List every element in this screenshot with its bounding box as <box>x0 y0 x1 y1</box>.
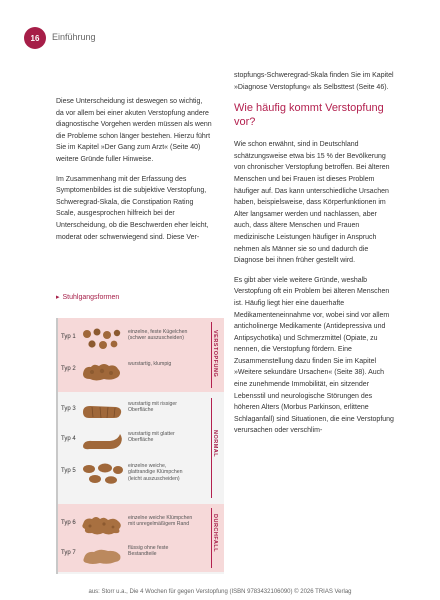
type-desc: wurstartig mit glatter Oberfläche <box>128 431 175 444</box>
type-row-3 <box>58 396 194 426</box>
type-desc: wurstartig mit rissiger Oberfläche <box>128 401 178 414</box>
stool-type-3-icon <box>80 398 124 424</box>
type-row-7 <box>58 540 194 570</box>
left-column <box>56 96 212 251</box>
right-paragraph-2: Es gibt aber viele weitere Gründe, weshalb Verstopfung oft ein Problem bei älteren Menschen ist. Häufig liegt hier eine dauerhafte Medikamenteneinnahme vor, wobei sind vor allem anticholinerge Medikamente (Antidepressiva und Antipsychotika) und Schmerzmittel (Opiate, zu nennen, die Verstopfung fördern. Eine Zusammenstellung dazu finden Sie im Kapitel »Weitere sekundäre Ursachen« (Seite 38). Auch eine zunehmende Immobilität, ein sitzender Lebensstil und neurologische Störungen des höheren Alters (Morbus Parkinson, erlittene Schlaganfall) sind Situationen, die eine Verstopfung verursachen oder verschlim- <box>234 276 394 435</box>
figure-caption-text: Stuhlgangsformen <box>62 294 120 301</box>
type-row-2 <box>58 356 194 386</box>
type-label: Typ 5 <box>61 468 76 474</box>
stool-type-5-icon <box>80 460 124 486</box>
type-row-6 <box>58 510 194 540</box>
type-row-4 <box>58 426 194 456</box>
left-paragraph-2: Im Zusammenhang mit der Erfassung des Symptomenbildes ist die subjektive Verstopfung, Schweregrad-Skala, die Constipation Rating Scale, ausgesprochen hilfreich bei der Unterscheidung, ob die Beschwerden eher leicht, moderat oder schwerwiegend sind. Diese Ver- <box>56 175 209 241</box>
stool-type-1-icon <box>80 326 124 352</box>
section-heading: Wie häufig kommt Verstopfung vor? <box>234 102 384 129</box>
type-label: Typ 6 <box>61 520 76 526</box>
figure-caption <box>56 293 119 301</box>
type-label: Typ 1 <box>61 334 76 340</box>
stool-chart-figure <box>56 318 224 574</box>
side-label-normal: NORMAL <box>212 430 218 458</box>
footer-credit: aus: Storr u.a., Die 4 Wochen für gegen Verstopfung (ISBN 9783432106090) © 2026 TRIAS Verlag <box>88 589 352 595</box>
stool-type-6-icon <box>80 512 124 538</box>
type-desc: einzelne, feste Kügelchen (schwer auszuscheiden) <box>128 329 188 342</box>
type-label: Typ 2 <box>61 366 76 372</box>
type-desc: wurstartig, klumpig <box>128 361 172 367</box>
stool-type-2-icon <box>80 358 124 384</box>
type-desc: einzelne weiche, glattrandige Klümpchen (leicht auszuscheiden) <box>128 463 183 482</box>
side-label-constipation: VERSTOPFUNG <box>212 330 218 378</box>
type-row-1 <box>58 324 194 354</box>
type-label: Typ 4 <box>61 436 76 442</box>
stool-type-7-icon <box>80 542 124 568</box>
type-desc: einzelne weiche Klümpchen mit unregelmäßigem Rand <box>128 515 193 528</box>
side-label-diarrhea: DURCHFALL <box>212 514 218 553</box>
stool-type-4-icon <box>80 428 124 454</box>
right-intro: stopfungs-Schweregrad-Skala finden Sie im Kapitel »Diagnose Verstopfung« als Selbsttest (Seite 46). <box>234 72 394 91</box>
right-paragraph-1: Wie schon erwähnt, sind in Deutschland schätzungsweise etwa bis 15 % der Bevölkerung von chronischer Verstopfung betroffen. Bei älteren Menschen und bei Frauen ist dieses Problem häufiger auf. Das kann unterschiedliche Ursachen haben, beispielsweise, dass Körperfunktionen im Alter langsamer werden und nachlassen, aber auch, dass ältere Menschen und Frauen medizinische Leistungen häufiger in Anspruch nehmen als Männer sie so und dadurch die Diagnose bei ihnen früher gestellt wird. <box>234 141 390 265</box>
type-label: Typ 7 <box>61 550 76 556</box>
type-desc: flüssig ohne feste Bestandteile <box>128 545 169 558</box>
right-column <box>234 70 394 445</box>
type-row-5 <box>58 458 194 488</box>
arrow-right-icon: ▸ <box>56 294 60 301</box>
type-label: Typ 3 <box>61 406 76 412</box>
left-paragraph-1: Diese Unterscheidung ist deswegen so wichtig, da vor allem bei einer akuten Verstopfung andere diagnostische Vorgehen werden müssen als wenn die Probleme schon länger bestehen. Hierzu führt Sie im Kapitel »Der Gang zum Arzt« (Seite 40) weitere Gründe fuller Hinweise. <box>56 98 212 163</box>
page-number: 16 <box>24 27 46 49</box>
chapter-title: Einführung <box>52 32 96 42</box>
